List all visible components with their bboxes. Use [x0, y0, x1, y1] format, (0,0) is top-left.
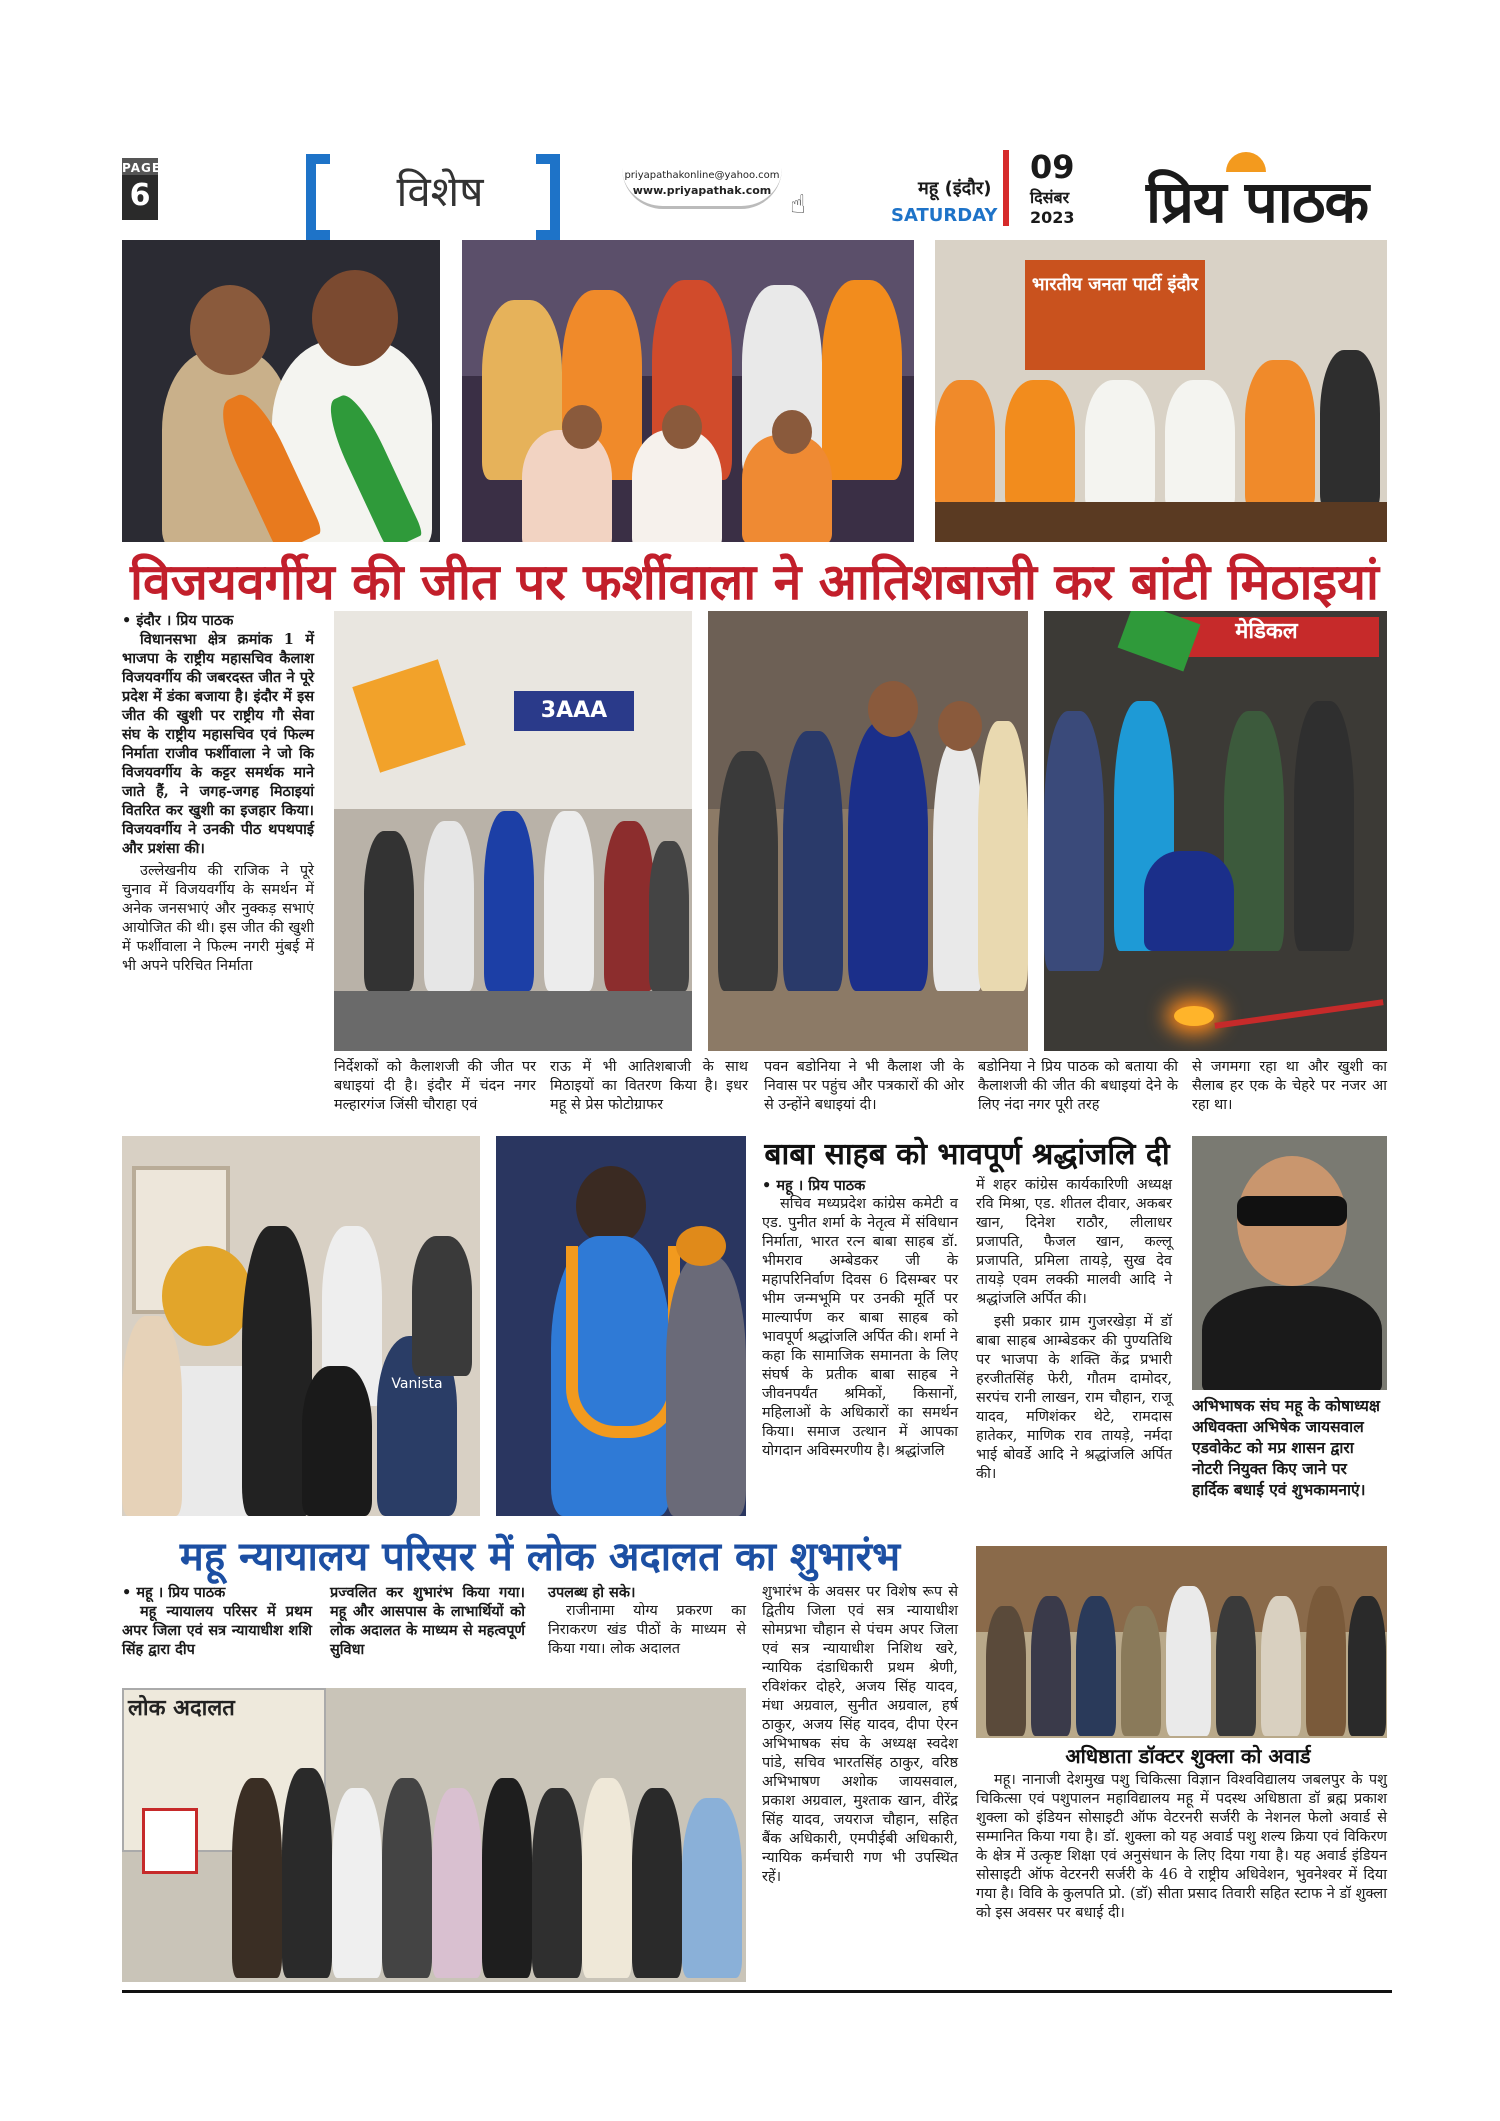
weekday: SATURDAY — [891, 205, 998, 226]
sidebar-caption: अभिभाषक संघ महू के कोषाध्यक्ष अधिवक्ता अभिषेक जायसवाल एडवोकेट को मप्र शासन द्वारा नोटरी नियुक्त किए जाने पर हार्दिक बधाई एवं शुभकामनाएं। — [1192, 1397, 1380, 1499]
story1-body-1: उल्लेखनीय की राजिक ने पूरे चुनाव में विजयवर्गीय के समर्थन में अनेक जनसभाएं और नुक्कड़ सभाएं आयोजित की थी। इस जीत की खुशी में फर्शीवाला ने फिल्म नगरी मुंबई में भी अपने परिचित निर्माता — [122, 863, 314, 974]
section-bracket-right — [536, 154, 560, 240]
story1-body-2: निर्देशकों को कैलाशजी की जीत पर बधाइयां दी है। इंदौर में चंदन नगर मल्हारगंज जिंसी चौराहा एवं — [334, 1059, 536, 1113]
photo-vijayvargiya-hug — [122, 240, 440, 542]
story3-byline: • महू । प्रिय पाठक — [122, 1584, 226, 1601]
story1-byline: • इंदौर । प्रिय पाठक — [122, 612, 234, 629]
photo-lok-adalat-group — [122, 1688, 746, 1982]
photo-bjp-office — [935, 240, 1387, 542]
page-number: 6 — [129, 178, 151, 213]
photo-sweets-distribution — [708, 611, 1028, 1051]
photo-street-celebration — [334, 611, 692, 1051]
story1-body-6: से जगमगा रहा था और खुशी का सैलाब हर एक के चेहरे पर नजर आ रहा था। — [1192, 1059, 1387, 1113]
story3-lead-col-1 — [122, 1583, 312, 1659]
sunglasses-icon — [1237, 1196, 1347, 1226]
story1-headline: विजयवर्गीय की जीत पर फर्शीवाला ने आतिशबाजी कर बांटी मिठाइयां — [130, 553, 1379, 611]
story3-lead-3: उपलब्ध हो सके। — [548, 1584, 636, 1601]
photo-ambedkar-bust — [122, 1136, 480, 1516]
contact-block — [622, 168, 782, 209]
date-month: दिसंबर — [1030, 188, 1070, 207]
date-divider — [1003, 150, 1009, 226]
story3-lead-1: महू न्यायालय परिसर में प्रथम अपर जिला एवं सत्र न्यायाधीश शशि सिंह द्वारा दीप — [122, 1603, 312, 1658]
story2-byline: • महू । प्रिय पाठक — [762, 1177, 866, 1194]
hoodie-print: Vanista — [377, 1336, 457, 1516]
story3-headline: महू न्यायालय परिसर में लोक अदालत का शुभारंभ — [179, 1534, 901, 1580]
story2-body-1: सचिव मध्यप्रदेश कांग्रेस कमेटी व एड. पुनीत शर्मा के नेतृत्व में संविधान निर्माता, भारत रत्न बाबा साहब डॉ. भीमराव अम्बेडकर जी के महापरिनिर्वाण दिवस 6 दिसम्बर पर भीम जन्मभूमि पर उनकी मूर्ति पर माल्यार्पण कर बाबा साहब को भावपूर्ण श्रद्धांजलि अर्पित की। शर्मा ने कहा कि सामाजिक समानता के लिए संघर्ष के प्रतीक बाबा साहब ने जीवनपर्यंत श्रमिकों, किसानों, महिलाओं के अधिकारों का समर्थन किया। समाज उत्थान में आपका योगदान अविस्मरणीय है। श्रद्धांजलि — [762, 1196, 958, 1459]
photo-fireworks — [1044, 611, 1387, 1051]
photo-women-victory — [462, 240, 914, 542]
story4-body: महू। नानाजी देशमुख पशु चिकित्सा विज्ञान विश्वविद्यालय जबलपुर के पशु चिकित्सा एवं पशुपालन महाविद्यालय महू में पदस्थ अधिष्ठाता डॉ ब्रह्म प्रकाश शुक्ला को इंडियन सोसाइटी ऑफ वेटरनरी सर्जरी के नेशनल फेलो अवार्ड से सम्मानित किया गया है। डॉ. शुक्ला को यह अवार्ड पशु शल्य क्रिया एवं विकिरण के क्षेत्र में उत्कृष्ट शिक्षा एवं अनुसंधान के लिए दिया गया है। यह अवार्ड इंडियन सोसाइटी ऑफ वेटरनरी सर्जरी के 46 वे राष्ट्रीय अधिवेशन, भुवनेश्वर में दिया गया है। विवि के कुलपति प्रो. (डॉ) सीता प्रसाद तिवारी सहित स्टाफ ने डॉ शुक्ला को इस अवसर पर बधाई दी। — [976, 1772, 1387, 1921]
story2-body-2: में शहर कांग्रेस कार्यकारिणी अध्यक्ष रवि मिश्रा, एड. शीतल दीवार, अकबर खान, दिनेश राठौर, लीलाधर प्रजापति, फैजल खान, कल्लू प्रजापति, प्रमिला तायड़े, सुख देव तायड़े एवम लक्की मालवी आदि ने श्रद्धांजलि अर्पित की। — [976, 1177, 1172, 1307]
edition-city: महू (इंदौर) — [918, 178, 992, 199]
story1-lead: विधानसभा क्षेत्र क्रमांक 1 में भाजपा के राष्ट्रीय महासचिव कैलाश विजयवर्गीय की जबरदस्त जीत ने पूरे प्रदेश में डंका बजाया है। इंदौर में इस जीत की खुशी पर राष्ट्रीय गौ सेवा संघ के राष्ट्रीय महासचिव एवं फिल्म निर्माता राजीव फर्शीवाला ने जो कि विजयवर्गीय के कट्टर समर्थक माने जाते हैं, ने जगह-जगह मिठाइयां वितरित कर खुशी का इजहार किया। विजयवर्गीय ने उनकी पीठ थपथपाई और प्रशंसा की। — [122, 631, 314, 857]
date-day: 09 — [1030, 148, 1075, 186]
lok-adalat-banner: लोक अदालत — [128, 1696, 235, 1721]
story3-col-3 — [548, 1583, 746, 1659]
story3-body-1: राजीनामा योग्य प्रकरण का निराकरण खंड पीठों के माध्यम से किया गया। लोक अदालत — [548, 1603, 746, 1657]
photo-award-ceremony — [976, 1546, 1387, 1738]
date-year: 2023 — [1030, 208, 1075, 227]
medical-shop-banner: मेडिकल — [1154, 617, 1379, 657]
story1-body-5: बडोनिया ने प्रिय पाठक को बताया की कैलाशजी की जीत की बधाइयां देने के लिए नंदा नगर पूरी तरह — [978, 1059, 1178, 1113]
story2-column-2 — [976, 1176, 1172, 1484]
section-bracket-left — [306, 154, 330, 240]
pointer-hand-icon: ☝ — [790, 190, 806, 220]
story1-body-3: राऊ में भी आतिशबाजी के साथ मिठाइयों का वितरण किया है। इधर महू से प्रेस फोटोग्राफर — [550, 1059, 748, 1113]
section-title: विशेष — [396, 167, 484, 216]
photo-abhishek-portrait — [1192, 1136, 1387, 1390]
story2-body-3: इसी प्रकार ग्राम गुजरखेड़ा में डॉ बाबा साहब आम्बेडकर की पुण्यतिथि पर भाजपा के शक्ति केंद्र प्रभारी हरजीतसिंह फेरी, गौतम दामोदर, सरपंच रानी लाखन, राम चौहान, राजू यादव, मणिशंकर थेटे, रामदास हातेकर, माणिक राव तायड़े, नर्मदा भाई बोवर्डे आदि ने श्रद्धांजलि अर्पित की। — [976, 1314, 1172, 1482]
page-label: PAGE — [122, 158, 158, 175]
photo-ambedkar-statue — [496, 1136, 746, 1516]
page-number-badge — [122, 158, 162, 220]
website-link[interactable]: www.priyapathak.com — [632, 184, 772, 197]
story1-body-4: पवन बडोनिया ने भी कैलाश जी के निवास पर पहुंच और पत्रकारों की ओर से उन्होंने बधाइयां दी। — [764, 1059, 964, 1113]
story3-body-2: शुभारंभ के अवसर पर विशेष रूप से द्वितीय जिला एवं सत्र न्यायाधीश सोमप्रभा चौहान से पंचम अपर जिला एवं सत्र न्यायाधीश निशिथ खरे, न्यायिक दंडाधिकारी प्रथम श्रेणी, रविशंकर दोहरे, अजय सिंह यादव, मंधा अग्रवाल, सुनीत अग्रवाल, हर्ष ठाकुर, अजय सिंह यादव, दीपा ऐरन अभिभाषक संघ के अध्यक्ष स्वदेश पांडे, सचिव भारतसिंह ठाकुर, वरिष्ठ अभिभाषण अशोक जायसवाल, प्रकाश अग्रवाल, मुश्ताक खान, वीरेंद्र सिंह यादव, जयराज चौहान, सहित बैंक अधिकारी, एमपीईबी अधिकारी, न्यायिक कर्मचारी गण भी उपस्थित रहें। — [762, 1584, 958, 1885]
story3-lead-2: प्रज्वलित कर शुभारंभ किया गया। महू और आसपास के लाभार्थियों को लोक अदालत के माध्यम से महत्वपूर्ण सुविधा — [330, 1584, 525, 1658]
email-text[interactable]: priyapathakonline@yahoo.com — [624, 170, 780, 181]
story4-headline: अधिष्ठाता डॉक्टर शुक्ला को अवार्ड — [1065, 1744, 1311, 1768]
story2-column-1 — [762, 1176, 958, 1461]
story1-lead-column — [122, 611, 314, 976]
page-bottom-rule — [122, 1990, 1392, 1993]
story2-headline: बाबा साहब को भावपूर्ण श्रद्धांजलि दी — [764, 1137, 1170, 1172]
shop-sign: 3AAA — [514, 691, 634, 731]
bjp-banner: भारतीय जनता पार्टी इंदौर — [1025, 260, 1205, 370]
masthead-logo: प्रिय पाठक — [1146, 168, 1369, 236]
